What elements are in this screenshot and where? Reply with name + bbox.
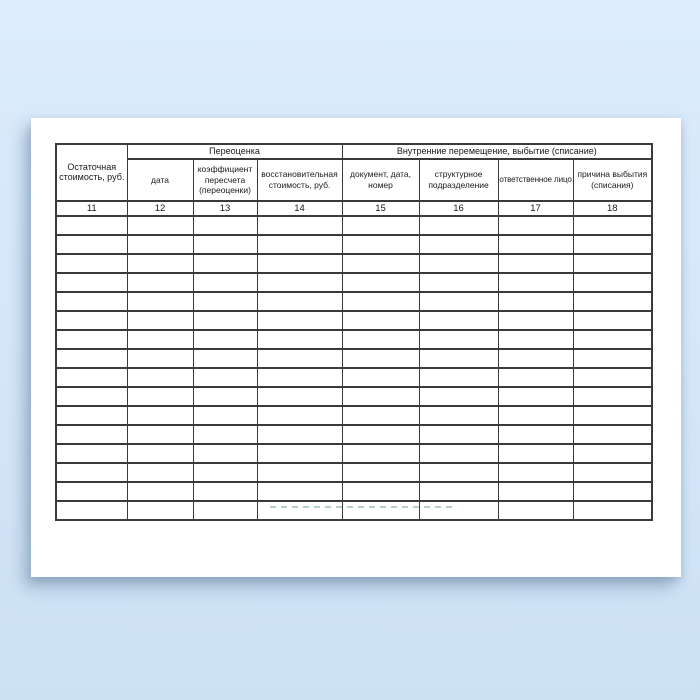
group-header-row — [56, 144, 652, 159]
table-row — [56, 501, 652, 520]
header-disposal-reason: причина выбытия (списания) — [573, 159, 652, 201]
empty-cell[interactable] — [498, 482, 573, 501]
empty-cell[interactable] — [127, 273, 193, 292]
empty-cell[interactable] — [193, 387, 257, 406]
empty-cell[interactable] — [193, 349, 257, 368]
empty-cell[interactable] — [193, 311, 257, 330]
empty-cell[interactable] — [419, 254, 498, 273]
empty-cell[interactable] — [257, 482, 342, 501]
column-number: 15 — [342, 201, 419, 216]
column-number: 18 — [573, 201, 652, 216]
column-number: 13 — [193, 201, 257, 216]
empty-cell[interactable] — [419, 482, 498, 501]
column-number: 12 — [127, 201, 193, 216]
empty-cell[interactable] — [127, 425, 193, 444]
header-group-revaluation: Переоценка — [127, 144, 342, 159]
empty-cell[interactable] — [56, 387, 127, 406]
empty-cell[interactable] — [193, 425, 257, 444]
empty-cell[interactable] — [257, 330, 342, 349]
empty-cell[interactable] — [56, 444, 127, 463]
empty-cell[interactable] — [193, 254, 257, 273]
empty-cell[interactable] — [573, 311, 652, 330]
empty-cell[interactable] — [419, 216, 498, 235]
empty-cell[interactable] — [498, 368, 573, 387]
empty-cell[interactable] — [257, 425, 342, 444]
empty-cell[interactable] — [127, 463, 193, 482]
empty-cell[interactable] — [573, 292, 652, 311]
empty-cell[interactable] — [257, 444, 342, 463]
inventory-card-table — [55, 143, 653, 521]
header-residual-value: Остаточная стоимость, руб. — [56, 144, 127, 201]
empty-cell[interactable] — [573, 463, 652, 482]
empty-cell[interactable] — [342, 216, 419, 235]
empty-cell[interactable] — [127, 444, 193, 463]
empty-cell[interactable] — [419, 235, 498, 254]
empty-cell[interactable] — [56, 235, 127, 254]
empty-cell[interactable] — [573, 254, 652, 273]
empty-cell[interactable] — [127, 387, 193, 406]
empty-cell[interactable] — [573, 501, 652, 520]
empty-cell[interactable] — [498, 254, 573, 273]
table-row — [56, 235, 652, 254]
empty-cell[interactable] — [193, 501, 257, 520]
empty-cell[interactable] — [127, 292, 193, 311]
column-number: 11 — [56, 201, 127, 216]
empty-cell[interactable] — [419, 292, 498, 311]
empty-cell[interactable] — [56, 330, 127, 349]
empty-cell[interactable] — [193, 444, 257, 463]
empty-cell[interactable] — [127, 311, 193, 330]
empty-cell[interactable] — [342, 349, 419, 368]
empty-cell[interactable] — [498, 292, 573, 311]
empty-cell[interactable] — [193, 463, 257, 482]
empty-cell[interactable] — [342, 501, 419, 520]
empty-cell[interactable] — [127, 216, 193, 235]
header-recalc-coefficient: коэффициент пересчета (переоценки) — [193, 159, 257, 201]
empty-cell[interactable] — [193, 235, 257, 254]
empty-cell[interactable] — [498, 216, 573, 235]
table-row — [56, 425, 652, 444]
header-date: дата — [127, 159, 193, 201]
empty-cell[interactable] — [257, 311, 342, 330]
empty-cell[interactable] — [257, 273, 342, 292]
sub-header-row — [56, 159, 652, 201]
empty-cell[interactable] — [342, 387, 419, 406]
empty-cell[interactable] — [419, 406, 498, 425]
empty-cell[interactable] — [419, 273, 498, 292]
empty-cell[interactable] — [193, 330, 257, 349]
empty-cell[interactable] — [56, 254, 127, 273]
empty-cell[interactable] — [342, 444, 419, 463]
empty-cell[interactable] — [498, 406, 573, 425]
empty-cell[interactable] — [257, 501, 342, 520]
table-row — [56, 463, 652, 482]
empty-cell[interactable] — [257, 406, 342, 425]
empty-cell[interactable] — [419, 425, 498, 444]
empty-cell[interactable] — [342, 368, 419, 387]
empty-cell[interactable] — [419, 349, 498, 368]
empty-cell[interactable] — [342, 311, 419, 330]
empty-cell[interactable] — [573, 482, 652, 501]
empty-cell[interactable] — [419, 463, 498, 482]
column-number-row — [56, 201, 652, 216]
empty-cell[interactable] — [498, 311, 573, 330]
header-responsible-person: ответственное лицо — [498, 159, 573, 201]
empty-cell[interactable] — [342, 463, 419, 482]
empty-cell[interactable] — [127, 330, 193, 349]
empty-cell[interactable] — [56, 273, 127, 292]
column-number: 17 — [498, 201, 573, 216]
table-row — [56, 330, 652, 349]
empty-cell[interactable] — [419, 330, 498, 349]
empty-cell[interactable] — [193, 292, 257, 311]
watermark — [270, 506, 456, 508]
table-row — [56, 444, 652, 463]
empty-cell[interactable] — [257, 387, 342, 406]
empty-cell[interactable] — [127, 501, 193, 520]
empty-cell[interactable] — [56, 311, 127, 330]
empty-cell[interactable] — [56, 482, 127, 501]
empty-cell[interactable] — [257, 368, 342, 387]
empty-cell[interactable] — [257, 463, 342, 482]
empty-cell[interactable] — [419, 311, 498, 330]
empty-cell[interactable] — [193, 482, 257, 501]
header-document-date-number: документ, дата, номер — [342, 159, 419, 201]
table-row — [56, 368, 652, 387]
empty-cell[interactable] — [193, 368, 257, 387]
empty-cell[interactable] — [257, 216, 342, 235]
empty-cell[interactable] — [56, 349, 127, 368]
header-structural-unit: структурное подразделение — [419, 159, 498, 201]
empty-cell[interactable] — [498, 349, 573, 368]
empty-cell[interactable] — [573, 387, 652, 406]
empty-cell[interactable] — [498, 444, 573, 463]
empty-cell[interactable] — [573, 330, 652, 349]
empty-cell[interactable] — [56, 463, 127, 482]
empty-cell[interactable] — [498, 463, 573, 482]
table-row — [56, 254, 652, 273]
empty-cell[interactable] — [193, 406, 257, 425]
empty-cell[interactable] — [342, 406, 419, 425]
empty-cell[interactable] — [342, 235, 419, 254]
table-row — [56, 406, 652, 425]
empty-cell[interactable] — [342, 292, 419, 311]
table-row — [56, 387, 652, 406]
empty-cell[interactable] — [193, 273, 257, 292]
empty-cell[interactable] — [419, 387, 498, 406]
empty-cell[interactable] — [56, 292, 127, 311]
empty-cell[interactable] — [573, 273, 652, 292]
empty-cell[interactable] — [193, 216, 257, 235]
empty-cell[interactable] — [342, 482, 419, 501]
table-row — [56, 292, 652, 311]
empty-cell[interactable] — [573, 444, 652, 463]
empty-cell[interactable] — [573, 349, 652, 368]
empty-cell[interactable] — [342, 273, 419, 292]
empty-cell[interactable] — [56, 406, 127, 425]
empty-cell[interactable] — [127, 482, 193, 501]
empty-cell[interactable] — [127, 254, 193, 273]
empty-cell[interactable] — [498, 387, 573, 406]
table-row — [56, 216, 652, 235]
empty-cell[interactable] — [127, 235, 193, 254]
table-row — [56, 311, 652, 330]
empty-cell[interactable] — [56, 216, 127, 235]
empty-cell[interactable] — [127, 368, 193, 387]
empty-cell[interactable] — [498, 330, 573, 349]
empty-cell[interactable] — [573, 406, 652, 425]
table-body — [56, 216, 652, 520]
table-row — [56, 273, 652, 292]
header-replacement-cost: восстановительная стоимость, руб. — [257, 159, 342, 201]
empty-cell[interactable] — [573, 368, 652, 387]
empty-cell[interactable] — [573, 425, 652, 444]
header-group-internal-movement: Внутренние перемещение, выбытие (списание) — [342, 144, 652, 159]
empty-cell[interactable] — [342, 425, 419, 444]
empty-cell[interactable] — [419, 444, 498, 463]
empty-cell[interactable] — [127, 349, 193, 368]
empty-cell[interactable] — [573, 235, 652, 254]
empty-cell[interactable] — [498, 273, 573, 292]
empty-cell[interactable] — [257, 349, 342, 368]
empty-cell[interactable] — [498, 501, 573, 520]
empty-cell[interactable] — [257, 254, 342, 273]
table-row — [56, 349, 652, 368]
table-row — [56, 482, 652, 501]
empty-cell[interactable] — [419, 368, 498, 387]
empty-cell[interactable] — [342, 330, 419, 349]
empty-cell[interactable] — [419, 501, 498, 520]
column-number: 16 — [419, 201, 498, 216]
empty-cell[interactable] — [56, 368, 127, 387]
empty-cell[interactable] — [498, 425, 573, 444]
column-number: 14 — [257, 201, 342, 216]
empty-cell[interactable] — [573, 216, 652, 235]
empty-cell[interactable] — [257, 292, 342, 311]
empty-cell[interactable] — [127, 406, 193, 425]
empty-cell[interactable] — [342, 254, 419, 273]
empty-cell[interactable] — [498, 235, 573, 254]
document-sheet — [31, 118, 681, 577]
empty-cell[interactable] — [56, 501, 127, 520]
empty-cell[interactable] — [257, 235, 342, 254]
empty-cell[interactable] — [56, 425, 127, 444]
